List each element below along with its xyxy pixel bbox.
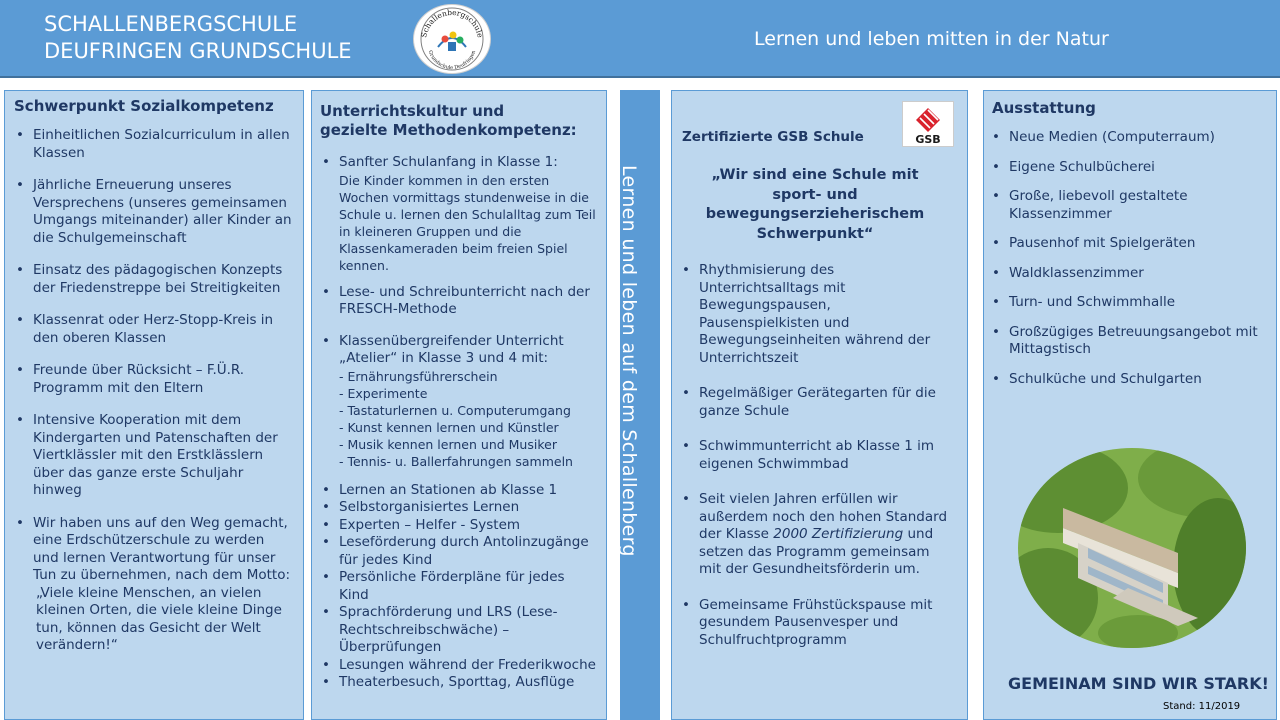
list-item: • Regelmäßiger Gerätegarten für die ganze Schule — [680, 385, 955, 420]
school-aerial-photo — [1018, 448, 1246, 648]
atelier-item: - Tastaturlernen u. Computerumgang — [339, 402, 571, 418]
list-item: • Waldklassenzimmer — [990, 265, 1270, 283]
header-tagline: Lernen und leben mitten in der Natur — [754, 28, 1109, 50]
list-item: • Leseförderung durch Antolinzugänge für jedes Kind — [320, 534, 598, 569]
list-item — [14, 515, 294, 655]
header-bar — [0, 0, 1280, 78]
list-item: • Große, liebevoll gestaltete Klassenzimmer — [990, 188, 1270, 223]
vertical-slogan: Lernen und leben auf dem Schallenberg — [618, 165, 640, 557]
svg-text:Schallenbergschule: Schallenbergschule — [419, 7, 485, 39]
gsb-logo — [902, 101, 954, 147]
motto-quote: „Viele kleine Menschen, an vielen kleinen Orten, die viele kleine Dinge tun, können das Gesicht der Welt verändern!“ — [36, 584, 282, 653]
atelier-item: - Kunst kennen lernen und Künstler — [339, 419, 559, 435]
list-item: • Schulküche und Schulgarten — [990, 371, 1270, 389]
list-item: • Jährliche Erneuerung unseres Versprechens (unseres gemeinsamen Umgangs miteinander) aller Kinder an die Schulgemeinschaft — [14, 177, 294, 247]
list-item: • Theaterbesuch, Sporttag, Ausflüge — [320, 674, 598, 692]
teaching-culture-list — [320, 154, 598, 692]
school-name — [44, 11, 352, 65]
atelier-item: - Tennis- u. Ballerfahrungen sammeln — [339, 453, 573, 469]
list-item: • Rhythmisierung des Unterrichtsalltags mit Bewegungspausen, Pausenspielkisten und Bewegungseinheiten während der Unterrichtszeit — [680, 262, 955, 367]
teaching-culture-title — [320, 102, 577, 140]
list-item: • Eigene Schulbücherei — [990, 159, 1270, 177]
school-name-line2: DEUFRINGEN GRUNDSCHULE — [44, 39, 352, 63]
atelier-item: - Ernährungsführerschein — [339, 368, 498, 384]
list-item-text: • Sanfter Schulanfang in Klasse 1: — [339, 154, 558, 170]
atelier-item: - Musik kennen lernen und Musiker — [339, 436, 557, 452]
list-item: • Intensive Kooperation mit dem Kindergarten und Patenschaften der Viertklässler mit den Erstklässlern über das ganze erste Schuljahr hinweg — [14, 412, 294, 500]
equipment-title: Ausstattung — [992, 99, 1096, 117]
list-item-subtext: Die Kinder kommen in den ersten Wochen vormittags stundenweise in die Schule u. lernen den Schulalltag zum Teil in kleineren Gruppen und die Klassenkameraden beim freien Spiel kennen. — [339, 172, 596, 273]
gsb-title: Zertifizierte GSB Schule — [682, 129, 864, 145]
list-item: • Neue Medien (Computerraum) — [990, 129, 1270, 147]
list-item: • Turn- und Schwimmhalle — [990, 294, 1270, 312]
list-item-text: Seit vielen Jahren erfüllen wir außerdem noch den hohen Standard der Klasse — [699, 491, 948, 542]
gsb-list — [680, 262, 955, 667]
list-item: • Lese- und Schreibunterricht nach der FRESCH-Methode — [320, 284, 598, 319]
teaching-culture-title-line1: Unterrichtskultur und — [320, 102, 505, 120]
list-item-text: • Klassenübergreifender Unterricht „Atelier“ in Klasse 3 und 4 mit: — [339, 332, 564, 366]
list-item: • Sprachförderung und LRS (Lese-Rechtschreibschwäche) – Überprüfungen — [320, 604, 598, 657]
certification-standard: 2000 Zertifizierung — [773, 526, 904, 542]
teaching-culture-title-line2: gezielte Methodenkompetenz: — [320, 121, 577, 139]
svg-text:Grundschule Deufringen: Grundschule Deufringen — [426, 49, 478, 72]
motto-banner: GEMEINAM SIND WIR STARK! — [1008, 674, 1269, 693]
list-item: • Lernen an Stationen ab Klasse 1 — [320, 482, 598, 500]
list-item: • Schwimmunterricht ab Klasse 1 im eigenen Schwimmbad — [680, 438, 955, 473]
social-competence-list — [14, 127, 294, 670]
svg-text:GSB: GSB — [915, 133, 941, 146]
list-item — [320, 333, 598, 470]
list-item-text: Wir haben uns auf den Weg gemacht, eine Erdschützerschule zu werden und lernen Verantwortung für unser Tun zu übernehmen, nach dem Motto: — [33, 514, 291, 583]
school-logo — [413, 4, 491, 74]
social-competence-title: Schwerpunkt Sozialkompetenz — [14, 97, 274, 115]
equipment-list — [990, 129, 1270, 400]
list-item: • Einsatz des pädagogischen Konzepts der Friedenstreppe bei Streitigkeiten — [14, 262, 294, 297]
atelier-item: - Experimente — [339, 385, 428, 401]
list-item — [320, 154, 598, 274]
list-item-text: und setzen das Programm gemeinsam mit der Gesundheitsförderin um. — [699, 526, 934, 577]
version-date: Stand: 11/2019 — [1163, 701, 1241, 712]
list-item: • Pausenhof mit Spielgeräten — [990, 235, 1270, 253]
list-item: • Freunde über Rücksicht – F.Ü.R. Programm mit den Eltern — [14, 362, 294, 397]
list-item: • Selbstorganisiertes Lernen — [320, 499, 598, 517]
gsb-claim: „Wir sind eine Schule mit sport- und bewegungserzieherischem Schwerpunkt“ — [705, 167, 925, 242]
list-item: • Gemeinsame Frühstückspause mit gesundem Pausenvesper und Schulfruchtprogramm — [680, 597, 955, 650]
list-item: • Klassenrat oder Herz-Stopp-Kreis in den oberen Klassen — [14, 312, 294, 347]
list-item: • Lesungen während der Frederikwoche — [320, 657, 598, 675]
list-item: • Großzügiges Betreuungsangebot mit Mittagstisch — [990, 324, 1270, 359]
list-item — [680, 491, 955, 579]
list-item: • Einheitlichen Sozialcurriculum in allen Klassen — [14, 127, 294, 162]
list-item: • Persönliche Förderpläne für jedes Kind — [320, 569, 598, 604]
school-name-line1: SCHALLENBERGSCHULE — [44, 12, 298, 36]
list-item: • Experten – Helfer - System — [320, 517, 598, 535]
